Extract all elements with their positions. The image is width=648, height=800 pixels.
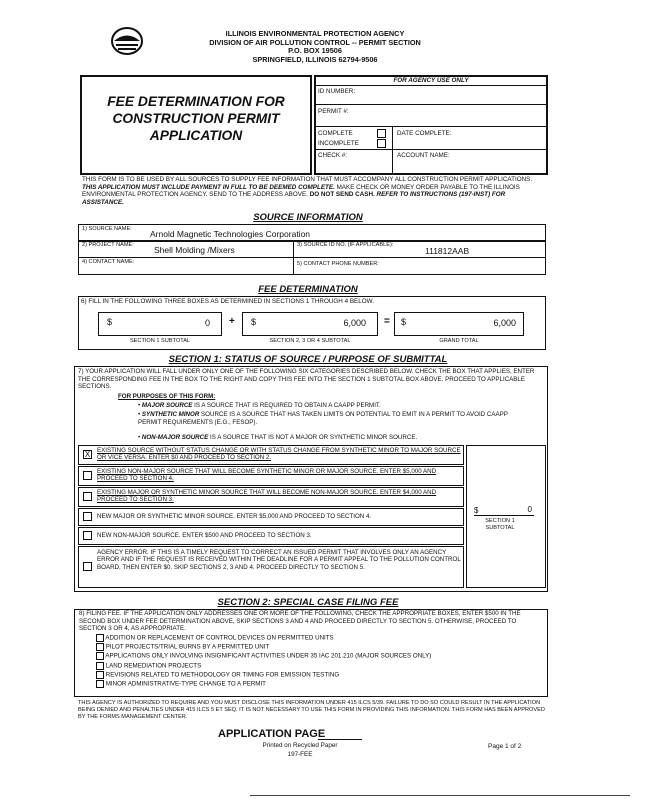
contact-phone-label: 5) CONTACT PHONE NUMBER: xyxy=(297,261,379,267)
item-text: APPLICATIONS ONLY INVOLVING INSIGNIFICANT ACTIVITIES UNDER 35 IAC 201.210 (MAJOR SOURCES ONLY) xyxy=(105,653,432,661)
printed-on-recycled: Printed on Recycled Paper xyxy=(262,742,338,749)
filing-fee-item-pilot-projects[interactable] xyxy=(96,643,546,652)
non-major-def: IS A SOURCE THAT IS NOT A MAJOR OR SYNTHETIC MINOR SOURCE. xyxy=(208,434,418,441)
filing-fee-item-insignificant-activities[interactable] xyxy=(96,652,546,661)
instructions-part4: DO NOT SEND CASH. xyxy=(309,191,375,199)
item-text: PILOT PROJECTS/TRIAL BURNS BY A PERMITTED UNIT xyxy=(105,643,270,651)
section1-subtotal-currency: $ xyxy=(107,317,113,327)
option-checkbox[interactable] xyxy=(83,562,92,571)
section1-right-underline xyxy=(474,515,534,516)
instructions-part3: MAKE CHECK OR MONEY ORDER PAYABLE TO THE ILLINOIS ENVIRONMENTAL PROTECTION AGENCY. SEND TO THE ADDRESS ABOVE. xyxy=(82,183,520,199)
account-name-label: ACCOUNT NAME: xyxy=(397,152,450,159)
section1-subtotal-label: SECTION 1 SUBTOTAL xyxy=(129,338,191,344)
form-instructions xyxy=(82,176,548,207)
option-text: EXISTING MAJOR OR SYNTHETIC MINOR SOURCE THAT WILL BECOME NON-MAJOR SOURCE. ENTER $4,000 AND PROCEED TO SECTION 3. xyxy=(97,489,437,504)
option-text: EXISTING NON-MAJOR SOURCE THAT WILL BECOME SYNTHETIC MINOR OR MAJOR SOURCE. ENTER $5,000 AND PROCEED TO SECTION 4. xyxy=(97,468,437,483)
disclosure-text: THIS AGENCY IS AUTHORIZED TO REQUIRE AND YOU MUST DISCLOSE THIS INFORMATION UNDER 415 ILCS 5/39. FAILURE TO DO SO COULD RESULT IN THE APPLICATION BEING DENIED AND PENALTIES UNDER 415 ILCS 5 ET SEQ. IT IS NOT NECESSARY TO USE THIS FORM IN PROVIDING THIS INFORMATION. THIS FORM HAS BEEN APPROVED BY THE FORMS MANAGEMENT CENTER. xyxy=(78,700,545,720)
instructions-part2: THIS APPLICATION MUST INCLUDE PAYMENT IN FULL TO BE DEEMED COMPLETE. xyxy=(82,183,335,191)
status-option-new-major[interactable] xyxy=(78,508,464,526)
complete-label: COMPLETE xyxy=(318,130,353,137)
section234-subtotal-value: 6,000 xyxy=(343,318,366,328)
incomplete-label: INCOMPLETE xyxy=(318,140,359,147)
section234-subtotal-label: SECTION 2, 3 OR 4 SUBTOTAL xyxy=(269,338,351,344)
filing-fee-item-administrative-change[interactable] xyxy=(96,680,546,689)
form-number: 197-FEE xyxy=(287,751,313,758)
section1-right-currency: $ xyxy=(474,506,479,515)
project-name-value[interactable]: Shell Molding /Mixers xyxy=(154,245,235,255)
filing-fee-list xyxy=(96,634,546,689)
section1-header: SECTION 1: STATUS OF SOURCE / PURPOSE OF SUBMITTAL xyxy=(168,354,448,365)
option-checkbox[interactable]: X xyxy=(84,450,91,459)
section1-instruction: 7) YOUR APPLICATION WILL FALL UNDER ONLY ONE OF THE FOLLOWING SIX CATEGORIES DESCRIBED BELOW. CHECK THE BOX THAT APPLIES, ENTER THE CORRESPONDING FEE IN THE BOX TO THE RIGHT AND COPY THIS FEE INTO THE SECTION 1 SUBTOTAL BOX ABOVE. PROCEED TO APPLICABLE SECTIONS. xyxy=(78,368,535,390)
form-title-line1: FEE DETERMINATION FOR xyxy=(107,94,285,109)
non-major-term: NON-MAJOR SOURCE xyxy=(141,434,209,441)
application-page-underline xyxy=(318,739,362,740)
option-text: EXISTING SOURCE WITHOUT STATUS CHANGE OR WITH STATUS CHANGE FROM SYNTHETIC MINOR TO MAJOR SOURCE OR VICE VERSA. ENTER $0 AND PROCEED TO SECTION 2. xyxy=(97,447,461,462)
major-source-term: MAJOR SOURCE xyxy=(141,402,193,409)
status-option-nonmajor-to-major[interactable] xyxy=(78,466,464,486)
synthetic-minor-term: SYNTHETIC MINOR xyxy=(141,411,200,418)
filing-fee-item-land-remediation[interactable] xyxy=(96,662,546,671)
equals-sign: = xyxy=(384,316,390,327)
item-checkbox[interactable] xyxy=(96,671,104,679)
definition-synthetic xyxy=(138,411,510,426)
synthetic-minor-def: SOURCE IS A SOURCE THAT HAS TAKEN LIMITS ON POTENTIAL TO EMIT IN A PERMIT TO AVOID CAAPP PERMIT REQUIREMENTS (E.G., FESOP). xyxy=(138,411,508,426)
section1-right-value[interactable]: 0 xyxy=(527,505,532,514)
source-info-header: SOURCE INFORMATION xyxy=(253,212,363,223)
page-number: Page 1 of 2 xyxy=(488,743,522,750)
instructions-part5: REFER TO INSTRUCTIONS (197-INST) FOR ASSISTANCE. xyxy=(82,191,506,207)
filing-fee-item-emission-testing[interactable] xyxy=(96,671,546,680)
permit-number-label: PERMIT #: xyxy=(318,108,349,115)
definition-nonmajor xyxy=(138,434,538,442)
grand-total-currency: $ xyxy=(401,317,407,327)
source-id-value[interactable]: 111812AAB xyxy=(425,246,470,256)
project-name-label: 2) PROJECT NAME: xyxy=(82,242,134,248)
form-title xyxy=(82,93,310,144)
fee-determination-header: FEE DETERMINATION xyxy=(258,284,358,295)
agency-divider-3 xyxy=(314,149,548,150)
section2-instruction: 8) FILING FEE. IF THE APPLICATION ONLY ADDRESSES ONE OR MORE OF THE FOLLOWING, CHECK THE APPROPRIATE BOXES, ENTER $500 IN THE SECOND BOX UNDER FEE DETERMINATION ABOVE, SKIP SECTIONS 3 AND 4 AND PROCEED DIRECTLY TO SECTION 5. OTHERWISE, PROCEED TO SECTION 3 OR 4, AS APPROPRIATE. xyxy=(79,610,521,633)
complete-checkbox[interactable] xyxy=(377,129,386,138)
agency-use-header: FOR AGENCY USE ONLY xyxy=(314,77,548,86)
major-source-def: IS A SOURCE THAT IS REQUIRED TO OBTAIN A CAAPP PERMIT. xyxy=(192,402,381,409)
bullet: • xyxy=(138,434,142,441)
item-text: REVISIONS RELATED TO METHODOLOGY OR TIMING FOR EMISSION TESTING xyxy=(105,671,340,679)
bottom-rule xyxy=(250,795,630,796)
agency-divider-2 xyxy=(314,126,548,127)
plus-sign: + xyxy=(229,316,235,327)
contact-name-label: 4) CONTACT NAME: xyxy=(82,259,135,265)
agency-header xyxy=(150,30,480,64)
option-text: NEW MAJOR OR SYNTHETIC MINOR SOURCE. ENTER $5,000 AND PROCEED TO SECTION 4. xyxy=(97,513,372,520)
item-text: ADDITION OR REPLACEMENT OF CONTROL DEVICES ON PERMITTED UNITS xyxy=(105,634,334,642)
status-option-new-nonmajor[interactable] xyxy=(78,527,464,545)
date-complete-label: DATE COMPLETE: xyxy=(397,130,452,137)
option-checkbox[interactable] xyxy=(83,492,92,501)
incomplete-checkbox[interactable] xyxy=(377,139,386,148)
status-option-major-to-nonmajor[interactable] xyxy=(78,487,464,507)
iepa-logo xyxy=(110,26,144,56)
agency-divider-1 xyxy=(314,104,548,105)
agency-line1: ILLINOIS ENVIRONMENTAL PROTECTION AGENCY xyxy=(225,29,405,38)
item-checkbox[interactable] xyxy=(96,634,104,642)
agency-vertical-divider xyxy=(392,126,393,175)
item-text: MINOR ADMINISTRATIVE-TYPE CHANGE TO A PERMIT xyxy=(105,680,266,688)
check-number-label: CHECK #: xyxy=(318,152,348,159)
fee-instruction: 6) FILL IN THE FOLLOWING THREE BOXES AS DETERMINED IN SECTIONS 1 THROUGH 4 BELOW. xyxy=(81,298,374,305)
source-name-value[interactable]: Arnold Magnetic Technologies Corporation xyxy=(150,229,311,239)
item-text: LAND REMEDIATION PROJECTS xyxy=(105,662,202,670)
item-checkbox[interactable] xyxy=(96,680,104,688)
section1-subtotal-column xyxy=(466,445,546,588)
id-number-label: ID NUMBER: xyxy=(318,88,356,95)
purposes-title: FOR PURPOSES OF THIS FORM: xyxy=(118,393,216,400)
agency-line3: P.O. BOX 19506 xyxy=(288,46,342,56)
instructions-part1: THIS FORM IS TO BE USED BY ALL SOURCES TO SUPPLY FEE INFORMATION THAT MUST ACCOMPANY ALL CONSTRUCTION PERMIT APPLICATIONS. xyxy=(82,176,533,183)
grand-total-value: 6,000 xyxy=(493,318,516,328)
section2-header: SECTION 2: SPECIAL CASE FILING FEE xyxy=(217,597,399,608)
option-checkbox[interactable] xyxy=(83,512,92,521)
source-name-label: 1) SOURCE NAME: xyxy=(82,226,132,232)
section1-subtotal-value: 0 xyxy=(204,318,210,328)
item-checkbox[interactable] xyxy=(96,662,104,670)
grand-total-label: GRAND TOTAL xyxy=(439,338,479,344)
agency-line2: DIVISION OF AIR POLLUTION CONTROL -- PERMIT SECTION xyxy=(209,37,421,47)
application-page-label: APPLICATION PAGE xyxy=(218,728,326,740)
form-title-line3: APPLICATION xyxy=(149,128,243,143)
status-option-existing-no-change[interactable] xyxy=(78,445,464,465)
definition-major xyxy=(138,402,538,410)
bullet: • xyxy=(138,402,142,409)
section234-subtotal-currency: $ xyxy=(251,317,257,327)
form-title-line2: CONSTRUCTION PERMIT xyxy=(112,111,280,126)
item-checkbox[interactable] xyxy=(96,643,104,651)
option-checkbox[interactable] xyxy=(83,471,92,480)
option-text: AGENCY ERROR. IF THIS IS A TIMELY REQUEST TO CORRECT AN ISSUED PERMIT THAT INVOLVES ONLY AN AGENCY ERROR AND IF THE REQUEST IS RECEIVED WITHIN THE DEADLINE FOR A PERMIT APPEAL TO THE POLLUTION CONTROL BOARD, THEN ENTER $0. SKIP SECTIONS 2, 3 AND 4. PROCEED DIRECTLY TO SECTION 5. xyxy=(97,549,461,571)
option-checkbox[interactable] xyxy=(83,531,92,540)
filing-fee-item-control-devices[interactable] xyxy=(96,634,546,643)
source-id-label: 3) SOURCE ID NO. (IF APPLICABLE): xyxy=(297,242,394,248)
agency-line4: SPRINGFIELD, ILLINOIS 62794-9506 xyxy=(252,54,378,64)
status-option-agency-error[interactable] xyxy=(78,546,464,588)
section1-right-label: SECTION 1 SUBTOTAL xyxy=(485,518,515,531)
bullet: • xyxy=(138,411,142,418)
option-text: NEW NON-MAJOR SOURCE. ENTER $500 AND PROCEED TO SECTION 3. xyxy=(97,532,312,539)
item-checkbox[interactable] xyxy=(96,652,104,660)
